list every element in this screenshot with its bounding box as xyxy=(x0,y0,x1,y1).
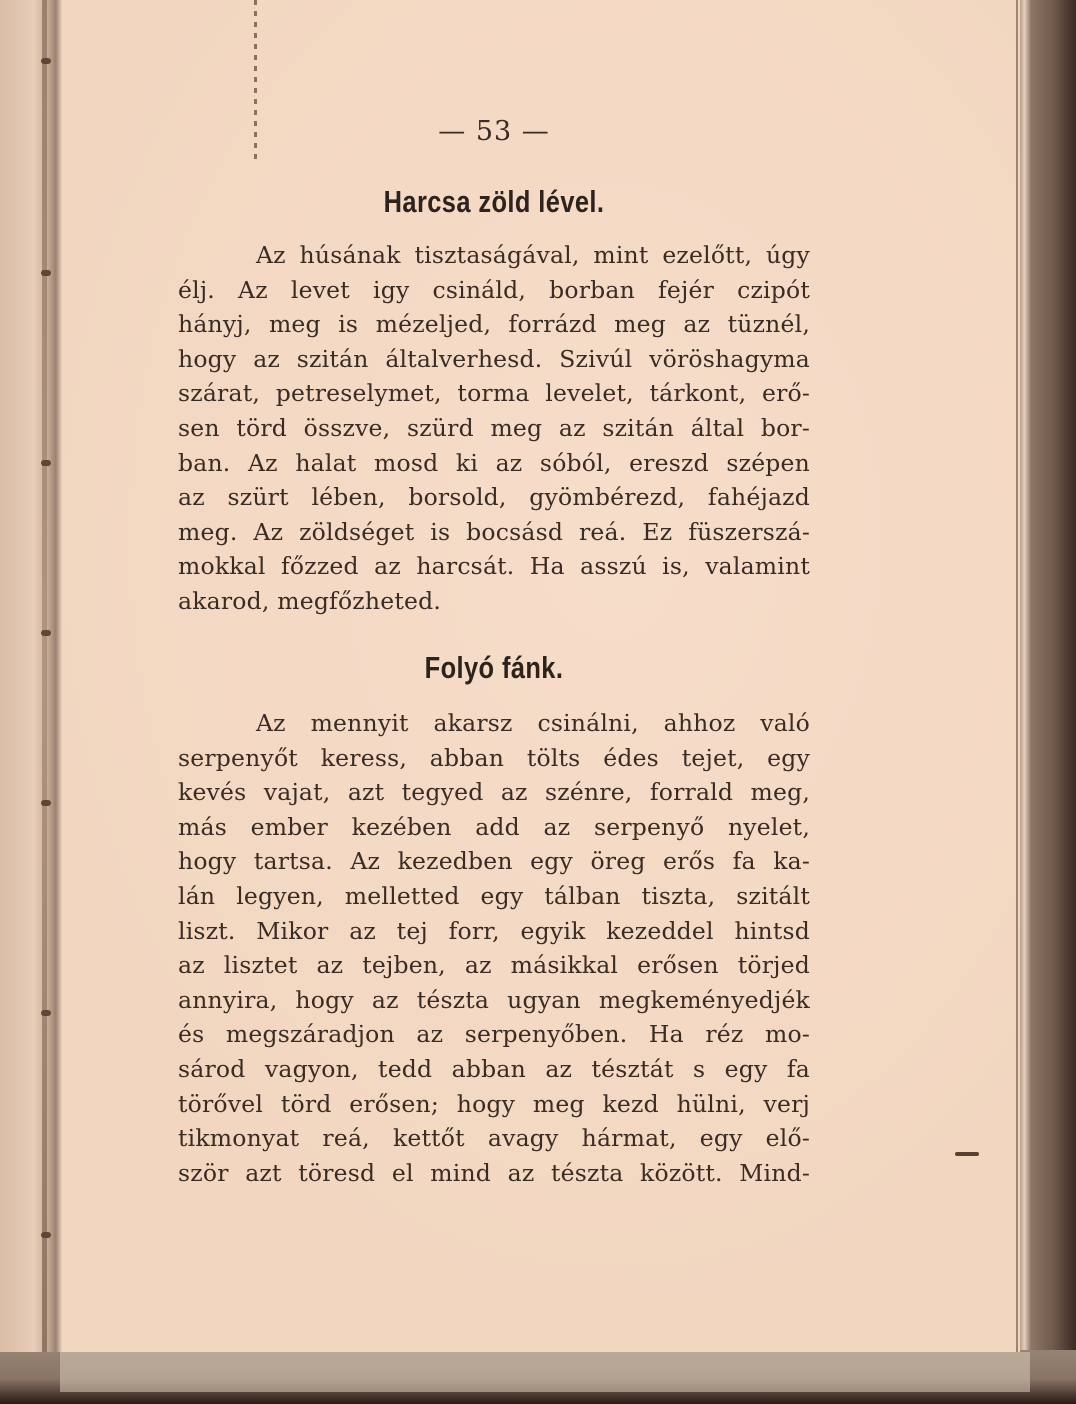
recipe-title: Folyó fánk. xyxy=(424,650,564,685)
text-line: serpenyőt keress, abban tölts édes tejet, egy xyxy=(178,743,810,772)
text-line: élj. Az levet igy csináld, borban fejér czipót xyxy=(178,275,810,304)
text-line: lán legyen, melletted egy tálban tiszta, szitált xyxy=(178,881,810,910)
text-line: hányj, meg is mézeljed, forrázd meg az tüznél, xyxy=(178,310,810,339)
text-line: az szürt lében, borsold, gyömbérezd, fahéjazd xyxy=(178,483,810,512)
binding-stitch xyxy=(41,58,51,64)
binding-stitch xyxy=(41,630,51,636)
text-line: sárod vagyon, tedd abban az tésztát s egy fa xyxy=(178,1054,810,1083)
text-line: Az mennyit akarsz csinálni, ahhoz való xyxy=(256,709,810,737)
binding-gutter xyxy=(42,0,47,1352)
text-line: kevés vajat, azt tegyed az szénre, forrald meg, xyxy=(178,778,810,807)
text-line: meg. Az zöldséget is bocsásd reá. Ez füszerszá- xyxy=(178,517,810,546)
binding-stitch xyxy=(41,460,51,466)
binding-stitch xyxy=(41,1010,51,1016)
text-line: sen törd összve, szürd meg az szitán által bor- xyxy=(178,413,810,442)
adjacent-page-edges xyxy=(1020,0,1076,1350)
text-line: annyira, hogy az tészta ugyan megkeményedjék xyxy=(178,985,810,1014)
book-spine xyxy=(0,0,62,1352)
recipe-body xyxy=(178,238,810,619)
text-line: akarod, megfőzheted. xyxy=(178,586,441,615)
recipe-body xyxy=(178,706,810,1190)
page-number: — 53 — xyxy=(438,116,550,147)
text-line: liszt. Mikor az tej forr, egyik kezeddel hintsd xyxy=(178,916,810,945)
text-line: és megszáradjon az serpenyőben. Ha réz mo- xyxy=(178,1020,810,1049)
text-line: ban. Az halat mosd ki az sóból, ereszd szépen xyxy=(178,448,810,477)
text-line: tikmonyat reá, kettőt avagy hármat, egy elő- xyxy=(178,1124,810,1153)
text-line: ször azt töresd el mind az tészta között. Mind- xyxy=(178,1158,810,1187)
text-line: Az húsának tisztaságával, mint ezelőtt, úgy xyxy=(256,241,810,269)
text-line: hogy az szitán általverhesd. Szivúl vöröshagyma xyxy=(178,344,810,373)
text-line: törővel törd erősen; hogy meg kezd hülni, verj xyxy=(178,1089,810,1118)
text-line: szárat, petreselymet, torma levelet, tárkont, erő- xyxy=(178,379,810,408)
page-edge-line xyxy=(1016,0,1018,1352)
binding-stitch xyxy=(41,800,51,806)
text-line: hogy tartsa. Az kezedben egy öreg erős fa ka- xyxy=(178,847,810,876)
recipe-title: Harcsa zöld lével. xyxy=(383,184,605,219)
text-line: mokkal főzzed az harcsát. Ha asszú is, valamint xyxy=(178,552,810,581)
binding-stitch xyxy=(41,270,51,276)
binding-stitch xyxy=(41,1232,51,1238)
text-line: más ember kezében add az serpenyő nyelet, xyxy=(178,812,810,841)
text-line: az lisztet az tejben, az másikkal erősen törjed xyxy=(178,951,810,980)
margin-arrow-mark xyxy=(955,1152,979,1156)
underlying-page-edge xyxy=(60,1352,1030,1392)
